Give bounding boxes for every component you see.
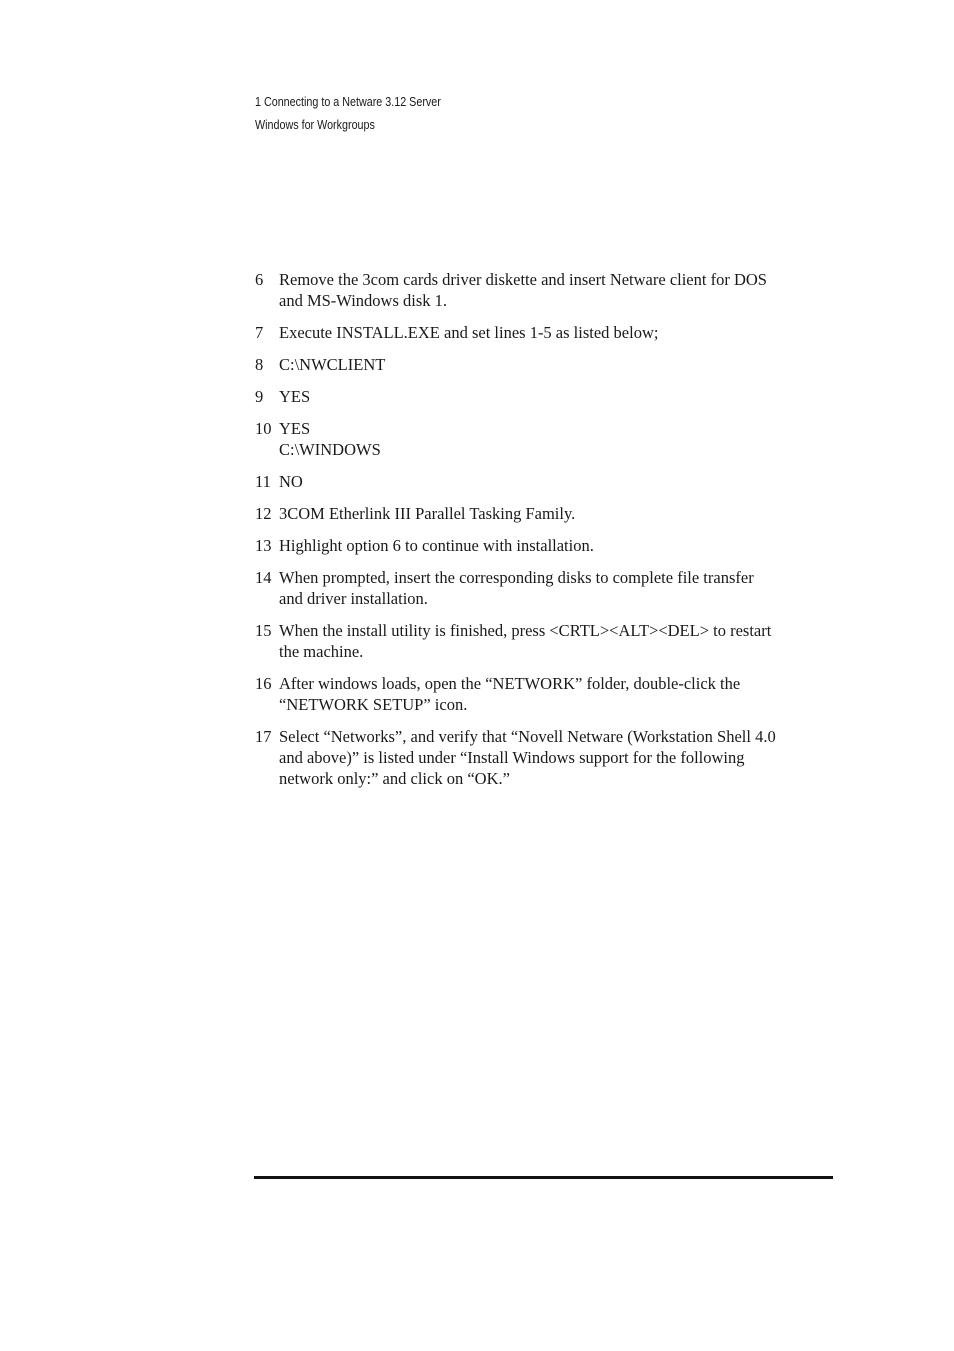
step-text-line: C:\WINDOWS — [279, 440, 381, 459]
step-text-line: network only:” and click on “OK.” — [279, 769, 510, 788]
step-text — [279, 673, 835, 715]
step-item — [255, 269, 835, 311]
step-text — [279, 354, 835, 375]
step-item — [255, 354, 835, 375]
step-text — [279, 567, 835, 609]
step-item — [255, 471, 835, 492]
step-number: 11 — [255, 472, 271, 491]
step-text-line: C:\NWCLIENT — [279, 355, 386, 374]
step-text-line: Select “Networks”, and verify that “Novell Netware (Workstation Shell 4.0 — [279, 727, 776, 746]
step-text-line: “NETWORK SETUP” icon. — [279, 695, 468, 714]
step-text — [279, 620, 835, 662]
footer-divider — [254, 1176, 833, 1179]
step-number: 13 — [255, 536, 272, 555]
step-number: 12 — [255, 504, 272, 523]
step-text — [279, 726, 835, 789]
step-item — [255, 535, 835, 556]
step-item — [255, 726, 835, 789]
step-text — [279, 322, 835, 343]
step-text-line: 3COM Etherlink III Parallel Tasking Family. — [279, 504, 576, 523]
step-text — [279, 503, 835, 524]
step-number: 6 — [255, 270, 264, 289]
step-number: 17 — [255, 727, 272, 746]
step-number: 10 — [255, 419, 272, 438]
step-text — [279, 386, 835, 407]
step-item — [255, 567, 835, 609]
step-item — [255, 386, 835, 407]
step-text-line: Execute INSTALL.EXE and set lines 1-5 as listed below; — [279, 323, 659, 342]
chapter-header: 1 Connecting to a Netware 3.12 Server — [255, 95, 441, 109]
step-text-line: YES — [279, 419, 311, 438]
step-number: 7 — [255, 323, 264, 342]
step-number: 8 — [255, 355, 264, 374]
section-header: Windows for Workgroups — [255, 118, 375, 132]
step-number: 15 — [255, 621, 272, 640]
step-item — [255, 503, 835, 524]
step-item — [255, 673, 835, 715]
step-number: 14 — [255, 568, 272, 587]
step-text-line: the machine. — [279, 642, 364, 661]
step-item — [255, 322, 835, 343]
step-item — [255, 620, 835, 662]
step-text-line: and driver installation. — [279, 589, 428, 608]
step-text — [279, 535, 835, 556]
step-text — [279, 269, 835, 311]
step-text-line: Remove the 3com cards driver diskette and insert Netware client for DOS — [279, 270, 767, 289]
step-number: 9 — [255, 387, 264, 406]
step-list — [255, 269, 835, 800]
step-item — [255, 418, 835, 460]
step-text-line: and MS-Windows disk 1. — [279, 291, 448, 310]
step-text — [279, 471, 835, 492]
step-text — [279, 418, 835, 460]
step-text-line: and above)” is listed under “Install Windows support for the following — [279, 748, 745, 767]
step-text-line: After windows loads, open the “NETWORK” folder, double-click the — [279, 674, 741, 693]
step-text-line: YES — [279, 387, 311, 406]
step-number: 16 — [255, 674, 272, 693]
step-text-line: When the install utility is finished, press <CRTL><ALT><DEL> to restart — [279, 621, 772, 640]
step-text-line: Highlight option 6 to continue with installation. — [279, 536, 594, 555]
step-text-line: When prompted, insert the corresponding disks to complete file transfer — [279, 568, 754, 587]
step-text-line: NO — [279, 472, 303, 491]
